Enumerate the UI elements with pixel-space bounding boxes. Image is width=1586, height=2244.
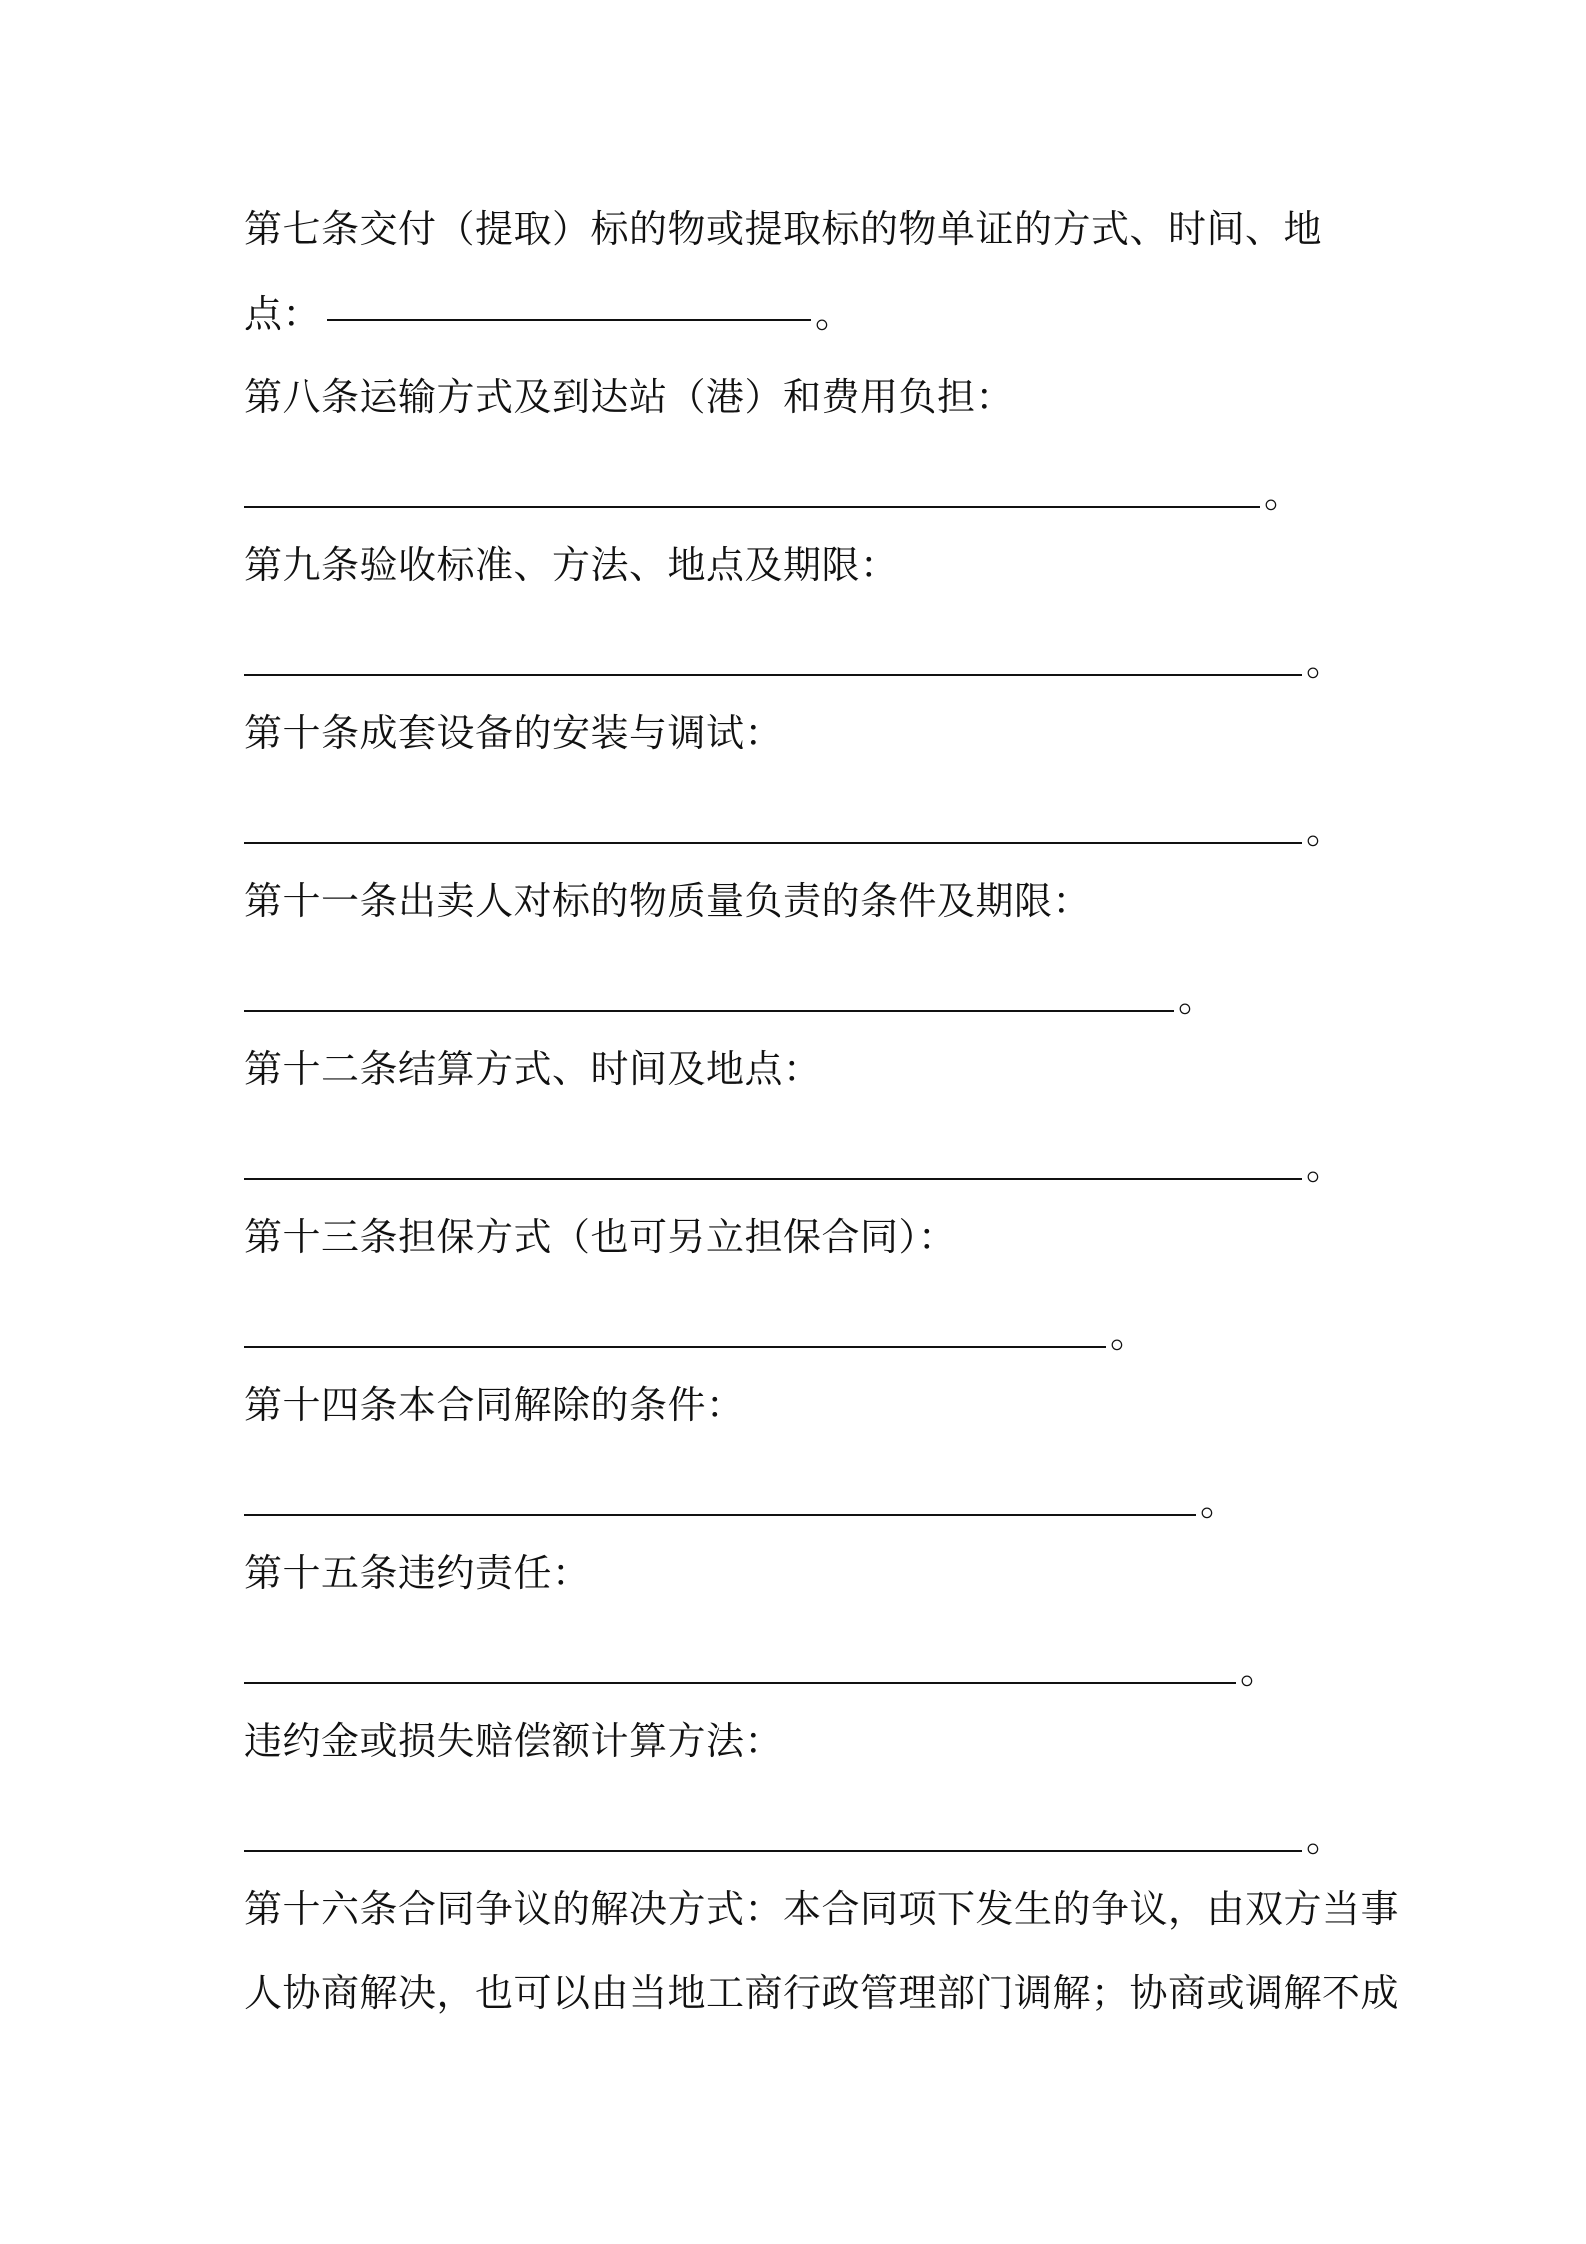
- article14-fill-row: [244, 1478, 1238, 1526]
- article15-blank[interactable]: [244, 1682, 1236, 1684]
- article13-period: 。: [1110, 1312, 1149, 1356]
- article15-fill-row: [244, 1646, 1278, 1694]
- article7-period: 。: [815, 292, 854, 336]
- article15-heading: 第十五条违约责任：: [244, 1551, 591, 1595]
- article11-period: 。: [1178, 976, 1217, 1020]
- article12-fill-row: [244, 1142, 1344, 1190]
- article10-blank[interactable]: [244, 842, 1302, 844]
- article8-fill-row: [244, 470, 1302, 518]
- article9-fill-row: [244, 638, 1344, 686]
- article7-line2: [244, 290, 854, 338]
- article14-heading: 第十四条本合同解除的条件：: [244, 1383, 745, 1427]
- article13-fill-row: [244, 1310, 1148, 1358]
- article9-period: 。: [1306, 640, 1345, 684]
- article14-period: 。: [1200, 1480, 1239, 1524]
- article10-fill-row: [244, 806, 1344, 854]
- penalty-period: 。: [1306, 1816, 1345, 1860]
- article15-period: 。: [1240, 1648, 1279, 1692]
- article9-blank[interactable]: [244, 674, 1302, 676]
- article12-heading: 第十二条结算方式、时间及地点：: [244, 1047, 822, 1091]
- article10-period: 。: [1306, 808, 1345, 852]
- article12-blank[interactable]: [244, 1178, 1302, 1180]
- article8-blank[interactable]: [244, 506, 1260, 508]
- article13-blank[interactable]: [244, 1346, 1106, 1348]
- article13-heading: 第十三条担保方式（也可另立担保合同）：: [244, 1215, 957, 1259]
- article8-period: 。: [1264, 472, 1303, 516]
- article7-blank[interactable]: [327, 319, 811, 321]
- article11-fill-row: [244, 974, 1216, 1022]
- article16-line2: 人协商解决，也可以由当地工商行政管理部门调解；协商或调解不成: [244, 1971, 1400, 2015]
- article9-heading: 第九条验收标准、方法、地点及期限：: [244, 543, 899, 587]
- article14-blank[interactable]: [244, 1514, 1196, 1516]
- article12-period: 。: [1306, 1144, 1345, 1188]
- article16-line1: 第十六条合同争议的解决方式：本合同项下发生的争议，由双方当事: [244, 1887, 1400, 1931]
- article7-line2-prefix: 点：: [244, 292, 322, 336]
- article7-line1: 第七条交付（提取）标的物或提取标的物单证的方式、时间、地: [244, 207, 1323, 251]
- penalty-heading: 违约金或损失赔偿额计算方法：: [244, 1719, 784, 1763]
- article10-heading: 第十条成套设备的安装与调试：: [244, 711, 784, 755]
- article8-heading: 第八条运输方式及到达站（港）和费用负担：: [244, 375, 1015, 419]
- penalty-blank[interactable]: [244, 1850, 1302, 1852]
- penalty-fill-row: [244, 1814, 1344, 1862]
- article11-blank[interactable]: [244, 1010, 1174, 1012]
- article11-heading: 第十一条出卖人对标的物质量负责的条件及期限：: [244, 879, 1092, 923]
